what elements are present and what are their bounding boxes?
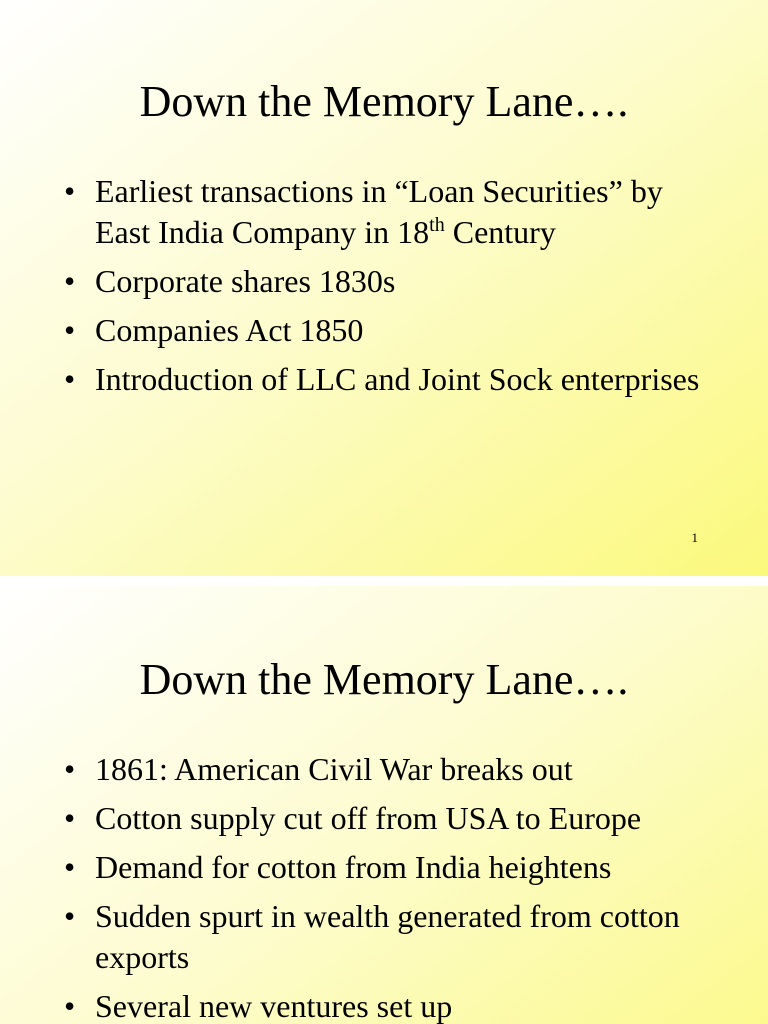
slide-number: 1 [691, 530, 698, 545]
bullet-icon: • [64, 988, 76, 1024]
bullet-item [64, 261, 714, 302]
bullet-item [64, 171, 714, 253]
bullet-item [64, 359, 714, 400]
bullet-text: Several new ventures set up [95, 988, 453, 1024]
bullet-list [64, 171, 714, 408]
bullet-item [64, 749, 714, 790]
bullet-item [64, 310, 714, 351]
bullet-icon: • [64, 173, 76, 209]
bullet-superscript: th [429, 214, 445, 236]
bullet-text: Sudden spurt in wealth generated from cotton exports [95, 898, 680, 975]
bullet-text-continued: Century [444, 214, 556, 250]
bullet-icon: • [64, 263, 76, 299]
bullet-text: Corporate shares 1830s [95, 263, 396, 299]
bullet-icon: • [64, 312, 76, 348]
slide-title: Down the Memory Lane…. [139, 77, 629, 126]
bullet-text: 1861: American Civil War breaks out [95, 751, 573, 787]
bullet-text: Cotton supply cut off from USA to Europe [95, 800, 642, 836]
bullet-item [64, 798, 714, 839]
bullet-icon: • [64, 361, 76, 397]
bullet-text: Earliest transactions in “Loan Securities” by East India Company in 18 [95, 173, 663, 250]
bullet-list [64, 749, 714, 1024]
bullet-text: Demand for cotton from India heightens [95, 849, 612, 885]
slide-2 [0, 586, 768, 1024]
slide-title: Down the Memory Lane…. [139, 655, 629, 704]
bullet-icon: • [64, 751, 76, 787]
bullet-icon: • [64, 849, 76, 885]
bullet-icon: • [64, 800, 76, 836]
bullet-item [64, 896, 714, 978]
bullet-item [64, 986, 714, 1024]
bullet-text: Introduction of LLC and Joint Sock enterprises [95, 361, 700, 397]
bullet-text: Companies Act 1850 [95, 312, 364, 348]
bullet-icon: • [64, 898, 76, 934]
bullet-item [64, 847, 714, 888]
